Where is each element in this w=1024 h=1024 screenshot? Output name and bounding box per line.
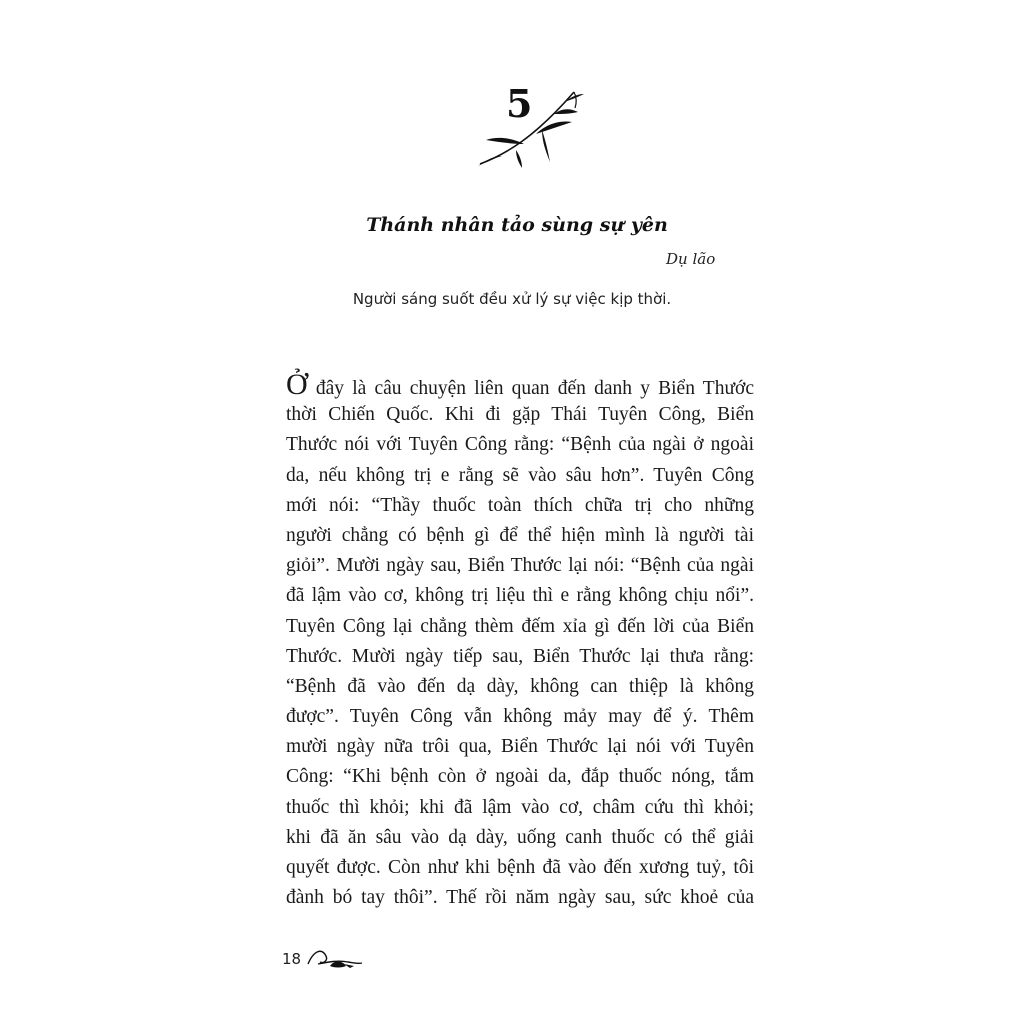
body-line: thuốc thì khỏi; khi đã lậm vào cơ, châm cứu thì khỏi; [286,796,754,818]
body-line: khi đã ăn sâu vào dạ dày, uống canh thuốc có thể giải [286,826,754,848]
body-line: quyết được. Còn như khi bệnh đã vào đến xương tuỷ, tôi [286,857,754,878]
body-line-1 [286,370,754,400]
drop-cap: Ở [286,368,308,401]
body-line: đã lậm vào cơ, không trị liệu thì e rằng không chịu nổi”. [286,585,754,607]
chapter-title [0,210,1024,240]
body-line: Thước nói với Tuyên Công rằng: “Bệnh của ngài ở ngoài [286,434,754,456]
chapter-number: 5 [506,81,533,126]
page-ornament-icon [304,942,364,972]
body-line: “Bệnh đã vào đến dạ dày, không can thiệp là không [286,675,754,697]
body-text [286,370,754,913]
body-line: đành bó tay thôi”. Thế rồi năm ngày sau, sức khoẻ của [286,887,754,909]
bamboo-ornament-icon [476,86,588,170]
chapter-attribution: Dụ lão [666,250,716,268]
body-line: Công: “Khi bệnh còn ở ngoài da, đắp thuốc nóng, tắm [286,766,754,788]
chapter-title-text: Thánh nhân tảo sùng sự yên [366,214,668,236]
body-line: mười ngày nữa trôi qua, Biển Thước lại nói với Tuyên [286,736,754,758]
body-line: mới nói: “Thầy thuốc toàn thích chữa trị cho những [286,494,754,516]
page-number: 18 [282,950,302,968]
body-line: người chẳng có bệnh gì để thể hiện mình là người tài [286,524,754,546]
body-line: giỏi”. Mười ngày sau, Biển Thước lại nói: “Bệnh của ngài [286,555,754,577]
body-line: da, nếu không trị e rằng sẽ vào sâu hơn”. Tuyên Công [286,464,754,486]
body-line: Thước. Mười ngày tiếp sau, Biển Thước lại thưa rằng: [286,645,754,667]
body-line: Tuyên Công lại chẳng thèm đếm xỉa gì đến lời của Biển [286,615,754,637]
body-line: thời Chiến Quốc. Khi đi gặp Thái Tuyên Công, Biển [286,404,754,426]
chapter-translation: Người sáng suốt đều xử lý sự việc kịp thời. [352,290,672,308]
body-line: được”. Tuyên Công vẫn không mảy may để ý. Thêm [286,706,754,728]
body-line-1-text: đây là câu chuyện liên quan đến danh y Biển Thước [307,378,754,399]
